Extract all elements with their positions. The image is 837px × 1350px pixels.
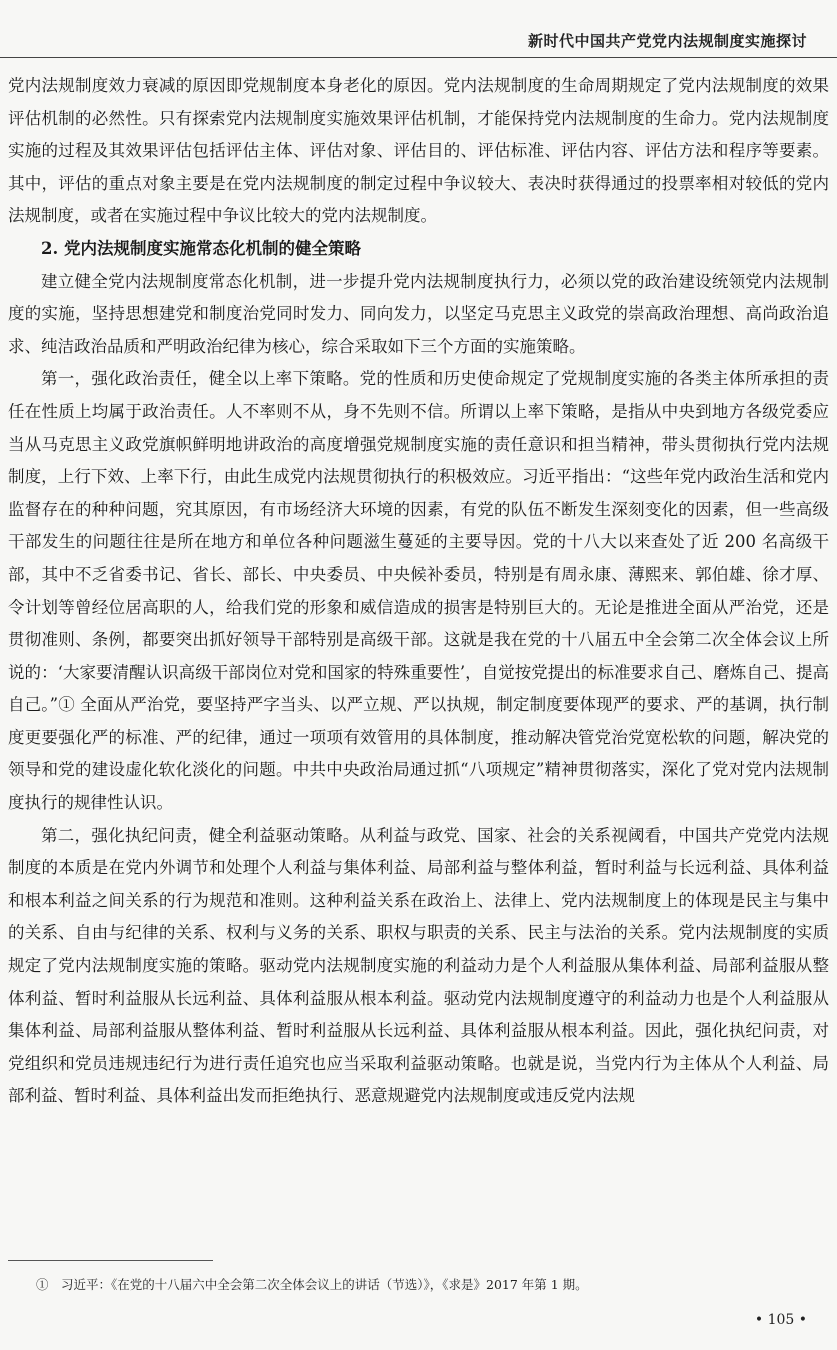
header-rule [0,57,837,58]
body-text [8,70,829,1113]
running-header-title: 新时代中国共产党党内法规制度实施探讨 [527,32,807,50]
running-header [0,0,837,58]
paragraph: 第一，强化政治责任，健全以上率下策略。党的性质和历史使命规定了党规制度实施的各类主体所承担的责任在性质上均属于政治责任。人不率则不从，身不先则不信。所谓以上率下策略，是指从中央到地方各级党委应当从马克思主义政党旗帜鲜明地讲政治的高度增强党规制度实施的责任意识和担当精神，带头贯彻执行党内法规制度，上行下效、上率下行，由此生成党内法规贯彻执行的积极效应。习近平指出：“这些年党内政治生活和党内监督存在的种种问题，究其原因，有市场经济大环境的因素，有党的队伍不断发生深刻变化的因素，但一些高级干部发生的问题往往是所在地方和单位各种问题滋生蔓延的主要导因。党的十八大以来查处了近 200 名高级干部，其中不乏省委书记、省长、部长、中央委员、中央候补委员，特别是有周永康、薄熙来、郭伯雄、徐才厚、令计划等曾经位居高职的人，给我们党的形象和威信造成的损害是特别巨大的。无论是推进全面从严治党，还是贯彻准则、条例，都要突出抓好领导干部特别是高级干部。这就是我在党的十八届五中全会第二次全体会议上所说的：‘大家要清醒认识高级干部岗位对党和国家的特殊重要性’，自觉按党提出的标准要求自己、磨炼自己、提高自己。”① 全面从严治党，要坚持严字当头、以严立规、严以执规，制定制度要体现严的要求、严的基调，执行制度更要强化严的标准、严的纪律，通过一项项有效管用的具体制度，推动解决管党治党宽松软的问题，解决党的领导和党的建设虚化软化淡化的问题。中共中央政治局通过抓“八项规定”精神贯彻落实，深化了党对党内法规制度执行的规律性认识。 [8,369,829,813]
footnote: ① 习近平：《在党的十八届六中全会第二次全体会议上的讲话（节选）》，《求是》2017 年第 1 期。 [36,1277,588,1292]
paragraph: 党内法规制度效力衰减的原因即党规制度本身老化的原因。党内法规制度的生命周期规定了党内法规制度的效果评估机制的必然性。只有探索党内法规制度实施效果评估机制，才能保持党内法规制度的生命力。党内法规制度实施的过程及其效果评估包括评估主体、评估对象、评估目的、评估标准、评估内容、评估方法和程序等要素。其中，评估的重点对象主要是在党内法规制度的制定过程中争议较大、表决时获得通过的投票率相对较低的党内法规制度，或者在实施过程中争议比较大的党内法规制度。 [8,76,829,226]
section-heading: 2. 党内法规制度实施常态化机制的健全策略 [41,238,361,258]
footnote-rule [8,1260,213,1261]
paragraph: 第二，强化执纪问责，健全利益驱动策略。从利益与政党、国家、社会的关系视阈看，中国共产党党内法规制度的本质是在党内外调节和处理个人利益与集体利益、局部利益与整体利益，暂时利益与长远利益、具体利益和根本利益之间关系的行为规范和准则。这种利益关系在政治上、法律上、党内法规制度上的体现是民主与集中的关系、自由与纪律的关系、权利与义务的关系、职权与职责的关系、民主与法治的关系。党内法规制度的实质规定了党内法规制度实施的策略。驱动党内法规制度实施的利益动力是个人利益服从集体利益、局部利益服从整体利益、暂时利益服从长远利益、具体利益服从根本利益。驱动党内法规制度遵守的利益动力也是个人利益服从集体利益、局部利益服从整体利益、暂时利益服从长远利益、具体利益服从根本利益。因此，强化执纪问责，对党组织和党员违规违纪行为进行责任追究也应当采取利益驱动策略。也就是说，当党内行为主体从个人利益、局部利益、暂时利益、具体利益出发而拒绝执行、恶意规避党内法规制度或违反党内法规 [8,825,829,1106]
page-number: • 105 • [754,1312,807,1328]
paragraph: 建立健全党内法规制度常态化机制，进一步提升党内法规制度执行力，必须以党的政治建设统领党内法规制度的实施，坚持思想建党和制度治党同时发力、同向发力，以坚定马克思主义政党的崇高政治理想、高尚政治追求、纯洁政治品质和严明政治纪律为核心，综合采取如下三个方面的实施策略。 [8,271,829,356]
